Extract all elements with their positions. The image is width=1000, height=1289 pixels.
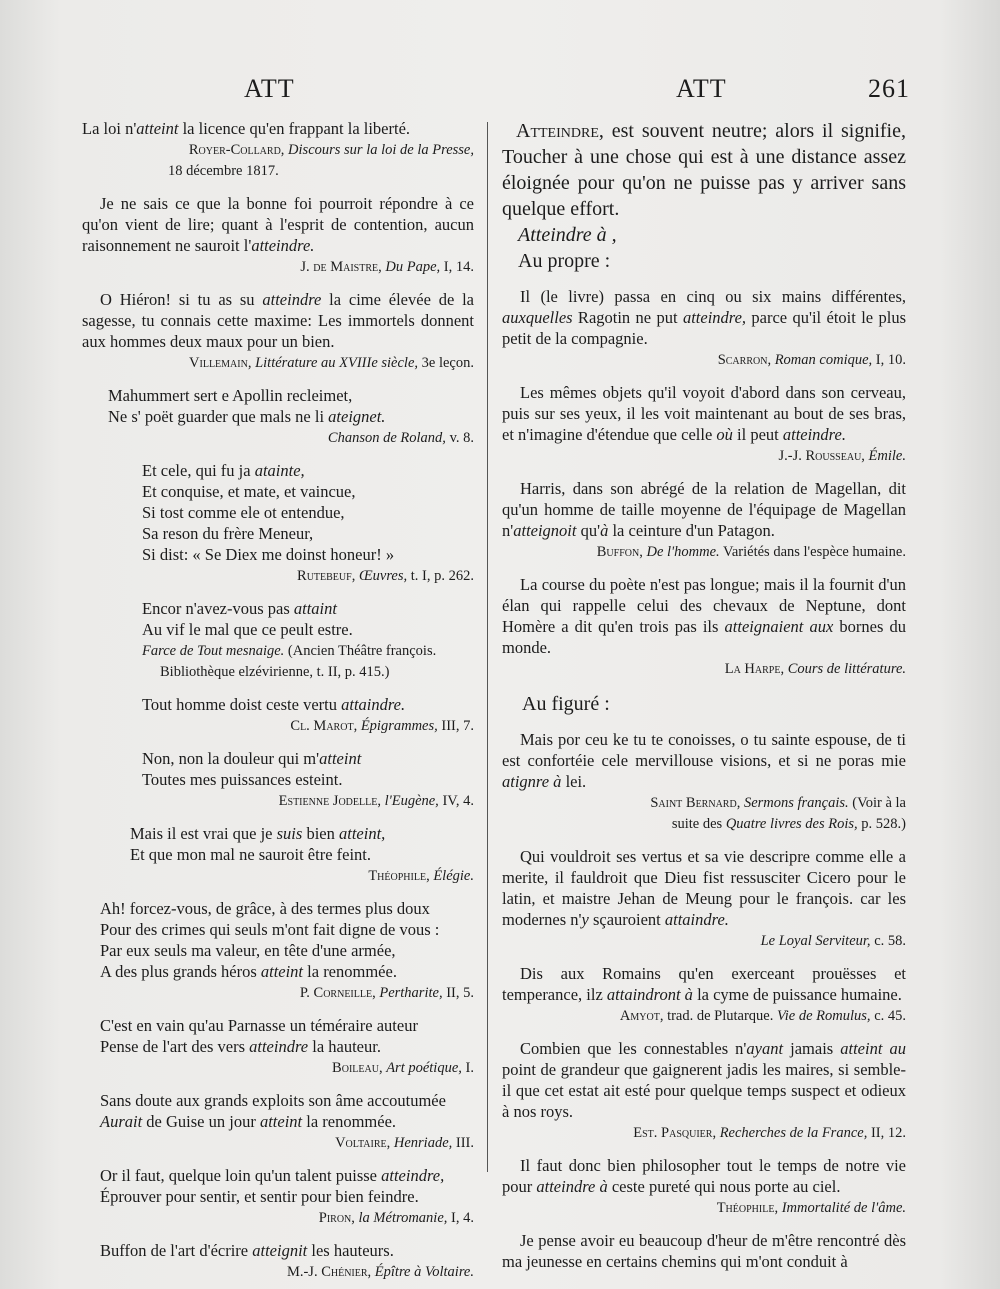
verse-line: Par eux seuls ma valeur, en tête d'une armée,: [100, 941, 396, 960]
verse-line: C'est en vain qu'au Parnasse un téméraire auteur: [100, 1016, 418, 1035]
verse-line: Aurait de Guise un jour atteint la renommée.: [100, 1112, 397, 1131]
column-rule: [487, 122, 488, 1172]
verse-line: Encor n'avez-vous pas attaint: [142, 599, 337, 618]
verse-line: Si tost comme ele ot entendue,: [142, 503, 345, 522]
verse-line: Ah! forcez-vous, de grâce, à des termes plus doux: [100, 899, 430, 918]
verse-block: [82, 460, 474, 586]
citation: Amyot, trad. de Plutarque. Vie de Romulus, c. 45.: [619, 1008, 906, 1024]
citation: M.-J. Chénier, Épître à Voltaire.: [286, 1264, 474, 1280]
verse-line: Et conquise, et mate, et vaincue,: [142, 482, 356, 501]
verse-line: Tout homme doist ceste vertu attaindre.: [142, 695, 406, 714]
quotation: La loi n'atteint la licence qu'en frappant la liberté.: [82, 119, 411, 138]
citation: Farce de Tout mesnaige. (Ancien Théâtre françois.: [142, 643, 437, 659]
verse-block: [82, 385, 474, 448]
quotation: Mais por ceu ke tu te conoisses, o tu sainte espouse, de ti est confortéie cele mervillouse visions, et si ne poras mie atignre à lei.: [502, 730, 906, 791]
verse-line: Buffon de l'art d'écrire atteignit les hauteurs.: [100, 1241, 394, 1260]
quotation: Qui vouldroit ses vertus et sa vie descripre comme elle a merite, il fauldroit que Dieu fist ressusciter Cicero pour le latin, et maistre Jehan de Meung pour le françois. car les modernes n'y sçauroient attaindre.: [502, 847, 906, 929]
verse-block: [82, 823, 474, 886]
citation: Voltaire, Henriade, III.: [335, 1135, 474, 1151]
citation: Estienne Jodelle, l'Eugène, IV, 4.: [278, 793, 474, 809]
citation: Cl. Marot, Épigrammes, III, 7.: [290, 718, 474, 734]
verse-block: [82, 694, 474, 736]
citation: Villemain, Littérature au XVIIIe siècle, 3e leçon.: [189, 355, 474, 371]
quotation: O Hiéron! si tu as su atteindre la cime élevée de la sagesse, tu connais cette maxime: Les immortels donnent aux hommes deux maux pour un bien.: [82, 290, 474, 351]
verse-line: Or il faut, quelque loin qu'un talent puisse atteindre,: [100, 1166, 445, 1185]
running-head-left: ATT: [244, 74, 295, 103]
sense-heading: Au propre :: [518, 250, 611, 272]
citation: P. Corneille, Pertharite, II, 5.: [299, 985, 474, 1001]
quotation: Les mêmes objets qu'il voyoit d'abord dans son cerveau, puis sur ses yeux, il les voit maintenant au bout de ses bras, et n'imagine d'étendue que celle où il peut atteindre.: [502, 383, 906, 444]
quotation: Combien que les connestables n'ayant jamais atteint au point de grandeur que gaignerent jadis les maires, si semble-il que cet estat ait esté pour quelque temps suspect et odieux à nos roys.: [502, 1039, 906, 1121]
citation: Bibliothèque elzévirienne, t. II, p. 415.): [160, 664, 390, 680]
verse-line: Éprouver pour sentir, et sentir pour bien feindre.: [100, 1187, 419, 1206]
citation: suite des Quatre livres des Rois, p. 528.): [671, 816, 906, 832]
citation: Royer-Collard, Discours sur la loi de la Presse,: [188, 142, 474, 158]
citation: Est. Pasquier, Recherches de la France, II, 12.: [633, 1125, 906, 1141]
quotation: Il (le livre) passa en cinq ou six mains différentes, auxquelles Ragotin ne put atteindre, parce qu'il étoit le plus petit de la compagnie.: [502, 287, 906, 348]
quotation: Je ne sais ce que la bonne foi pourroit répondre à ce qu'on vient de lire; quant à l'esprit de contention, aucun raisonnement ne sauroit l'atteindre.: [82, 194, 474, 255]
citation: Buffon, De l'homme. Variétés dans l'espèce humaine.: [596, 544, 906, 560]
verse-line: Toutes mes puissances esteint.: [142, 770, 343, 789]
quotation: Je pense avoir eu beaucoup d'heur de m'être rencontré dès ma jeunesse en certains chemins qui m'ont conduit à: [502, 1231, 906, 1271]
quotation: La course du poète n'est pas longue; mais il la fournit d'un élan qui rappelle celui des chevaux de Neptune, dont Homère a dit qu'en trois pas ils atteignaient aux bornes du monde.: [502, 575, 906, 657]
verse-line: Sa reson du frère Meneur,: [142, 524, 314, 543]
citation: Rutebeuf, Œuvres, t. I, p. 262.: [297, 568, 474, 584]
citation: Théophile, Élégie.: [368, 868, 474, 884]
citation: Théophile, Immortalité de l'âme.: [716, 1200, 906, 1216]
verse-line: Non, non la douleur qui m'atteint: [142, 749, 362, 768]
citation: Piron, la Métromanie, I, 4.: [318, 1210, 474, 1226]
verse-line: Pense de l'art des vers atteindre la hauteur.: [100, 1037, 381, 1056]
verse-block: [82, 1165, 474, 1228]
left-column: [82, 118, 474, 1282]
verse-block: [82, 748, 474, 811]
citation: Boileau, Art poétique, I.: [332, 1060, 474, 1076]
verse-line: Mahummert sert e Apollin recleimet,: [108, 386, 353, 405]
quotation: Dis aux Romains qu'en exerceant prouësses et temperance, ilz attaindront à la cyme de puissance humaine.: [502, 964, 906, 1004]
sense-heading: Atteindre à ,: [518, 224, 617, 246]
citation: J. de Maistre, Du Pape, I, 14.: [300, 259, 474, 275]
definition: Atteindre, est souvent neutre; alors il signifie, Toucher à une chose qui est à une distance assez éloignée pour qu'on ne puisse pas y arriver sans quelque effort.: [502, 120, 906, 220]
citation: Scarron, Roman comique, I, 10.: [717, 352, 906, 368]
citation-date: 18 décembre 1817.: [168, 163, 279, 179]
verse-line: A des plus grands héros atteint la renommée.: [100, 962, 397, 981]
verse-block: [82, 898, 474, 1003]
verse-line: Au vif le mal que ce peult estre.: [142, 620, 353, 639]
running-head-center: ATT: [676, 74, 727, 103]
verse-line: Mais il est vrai que je suis bien atteint,: [130, 824, 386, 843]
verse-block: [82, 598, 474, 682]
citation: Le Loyal Serviteur, c. 58.: [760, 933, 906, 949]
verse-line: Et cele, qui fu ja atainte,: [142, 461, 305, 480]
sense-heading: Au figuré :: [522, 693, 610, 715]
verse-line: Si dist: « Se Diex me doinst honeur! »: [142, 545, 395, 564]
page-number: 261: [868, 74, 910, 103]
verse-block: [82, 1015, 474, 1078]
verse-line: Sans doute aux grands exploits son âme accoutumée: [100, 1091, 446, 1110]
verse-line: Et que mon mal ne sauroit être feint.: [130, 845, 372, 864]
verse-block: [82, 1240, 474, 1282]
verse-block: [82, 1090, 474, 1153]
citation: Chanson de Roland, v. 8.: [327, 430, 474, 446]
right-column: [502, 118, 906, 1272]
citation: La Harpe, Cours de littérature.: [724, 661, 906, 677]
quotation: Il faut donc bien philosopher tout le temps de notre vie pour atteindre à ceste pureté qui nous porte au ciel.: [502, 1156, 906, 1196]
citation: Saint Bernard, Sermons français. (Voir à la: [650, 795, 906, 811]
verse-line: Pour des crimes qui seuls m'ont fait digne de vous :: [100, 920, 440, 939]
verse-line: Ne s' poët guarder que mals ne li ateignet.: [108, 407, 386, 426]
quotation: Harris, dans son abrégé de la relation de Magellan, dit qu'un homme de taille moyenne de l'équipage de Magellan n'atteignoit qu'à la ceinture d'un Patagon.: [502, 479, 906, 540]
citation: J.-J. Rousseau, Émile.: [778, 448, 906, 464]
